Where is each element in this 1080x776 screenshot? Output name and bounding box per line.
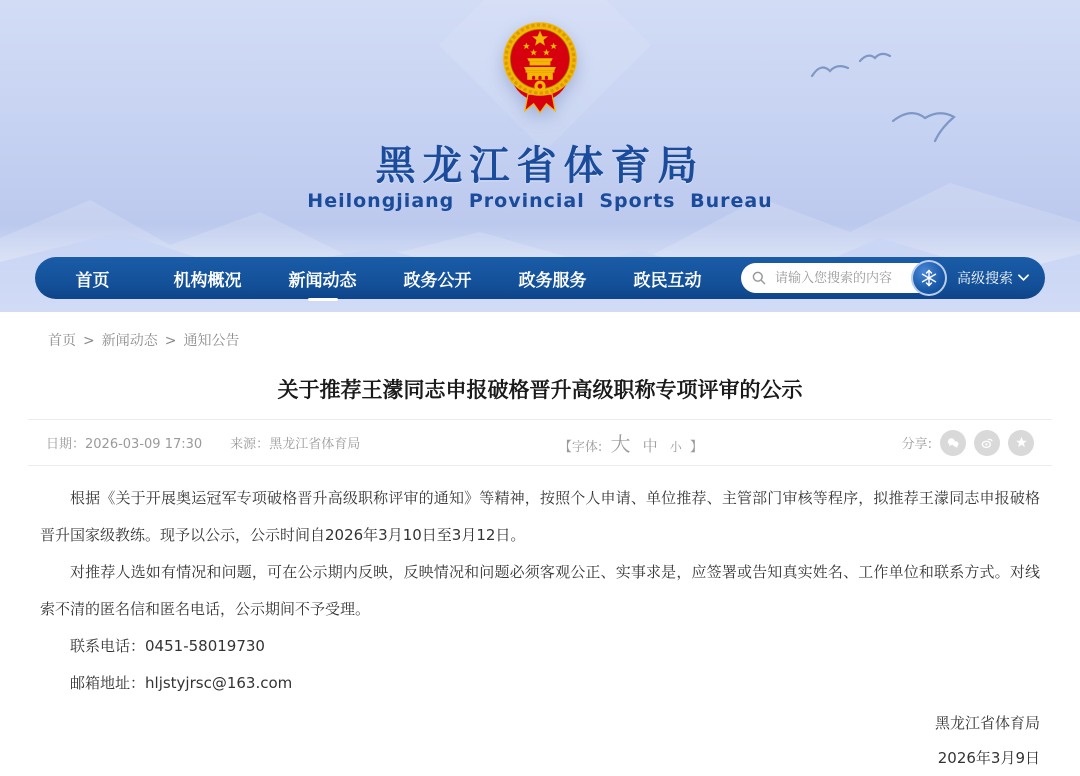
- contact-phone: 联系电话：0451-58019730: [70, 637, 265, 655]
- birds-icon: [812, 54, 954, 141]
- china-national-emblem-icon: [492, 16, 588, 118]
- article-paragraph: 根据《关于开展奥运冠军专项破格晋升高级职称评审的通知》等精神，按照个人申请、单位推荐、主管部门审核等程序，拟推荐王濛同志申报破格晋升国家级教练。现予以公示，公示时间自2026年3月10日至3月12日。: [40, 489, 1040, 544]
- chevron-down-icon[interactable]: [1018, 274, 1029, 282]
- breadcrumb-home[interactable]: 首页: [48, 333, 76, 349]
- search-box: [741, 263, 933, 293]
- font-size-open-bracket: 【字体:: [558, 440, 603, 455]
- hero-banner: [0, 0, 1080, 312]
- contact-email: 邮箱地址：hljstyjrsc@163.com: [70, 674, 293, 692]
- article-title: 关于推荐王濛同志申报破格晋升高级职称专项评审的公示: [277, 378, 803, 402]
- nav-item-interaction[interactable]: 政民互动: [633, 270, 702, 291]
- article-meta-left: [46, 433, 360, 452]
- font-size-close-bracket: 】: [689, 440, 703, 455]
- font-size-small-button[interactable]: 小: [669, 440, 682, 454]
- breadcrumb-news[interactable]: 新闻动态: [101, 333, 158, 349]
- nav-item-about[interactable]: 机构概况: [173, 270, 242, 291]
- weibo-share-icon[interactable]: [974, 430, 1000, 456]
- article-body: [40, 480, 1040, 702]
- search-icon: [751, 270, 767, 286]
- snowflake-icon: [919, 268, 939, 288]
- advanced-search-link[interactable]: 高级搜索: [957, 271, 1013, 287]
- breadcrumb-notices[interactable]: 通知公告: [183, 333, 240, 349]
- font-size-large-button[interactable]: 大: [610, 432, 631, 456]
- nav-item-news[interactable]: 新闻动态: [265, 266, 380, 291]
- article-paragraph: 对推荐人选如有情况和问题，可在公示期内反映，反映情况和问题必须客观公正、实事求是，应签署或告知真实姓名、工作单位和联系方式。对线索不清的匿名信和匿名电话，公示期间不予受理。: [40, 563, 1040, 618]
- signature-date: 2026年3月9日: [937, 749, 1040, 767]
- nav-item-gov-info[interactable]: 政务公开: [403, 270, 472, 291]
- search-input[interactable]: [773, 270, 923, 287]
- share-label: 分享:: [901, 437, 932, 452]
- site-title: 黑龙江省体育局: [375, 143, 705, 189]
- breadcrumb: [0, 312, 1080, 350]
- article-source: 来源：黑龙江省体育局: [230, 437, 361, 452]
- font-size-selector: [360, 428, 901, 457]
- font-size-medium-button[interactable]: 中: [642, 437, 658, 455]
- article-signature: [40, 706, 1040, 776]
- site-subtitle-en: Heilongjiang Provincial Sports Bureau: [307, 190, 773, 212]
- content-area: [0, 312, 1080, 776]
- nav-item-gov-services[interactable]: 政务服务: [518, 270, 587, 291]
- wechat-share-icon[interactable]: [940, 430, 966, 456]
- star-share-icon[interactable]: [1008, 430, 1034, 456]
- share-bar: [902, 430, 1034, 456]
- main-nav: [35, 257, 1045, 299]
- breadcrumb-separator: >: [83, 333, 95, 349]
- signature-org: 黑龙江省体育局: [934, 714, 1040, 732]
- breadcrumb-separator: >: [164, 333, 177, 349]
- article-meta-bar: [28, 419, 1052, 466]
- snowflake-search-button[interactable]: [911, 260, 947, 296]
- nav-item-home[interactable]: 首页: [75, 270, 110, 291]
- article-date: 日期：2026-03-09 17:30: [46, 437, 203, 452]
